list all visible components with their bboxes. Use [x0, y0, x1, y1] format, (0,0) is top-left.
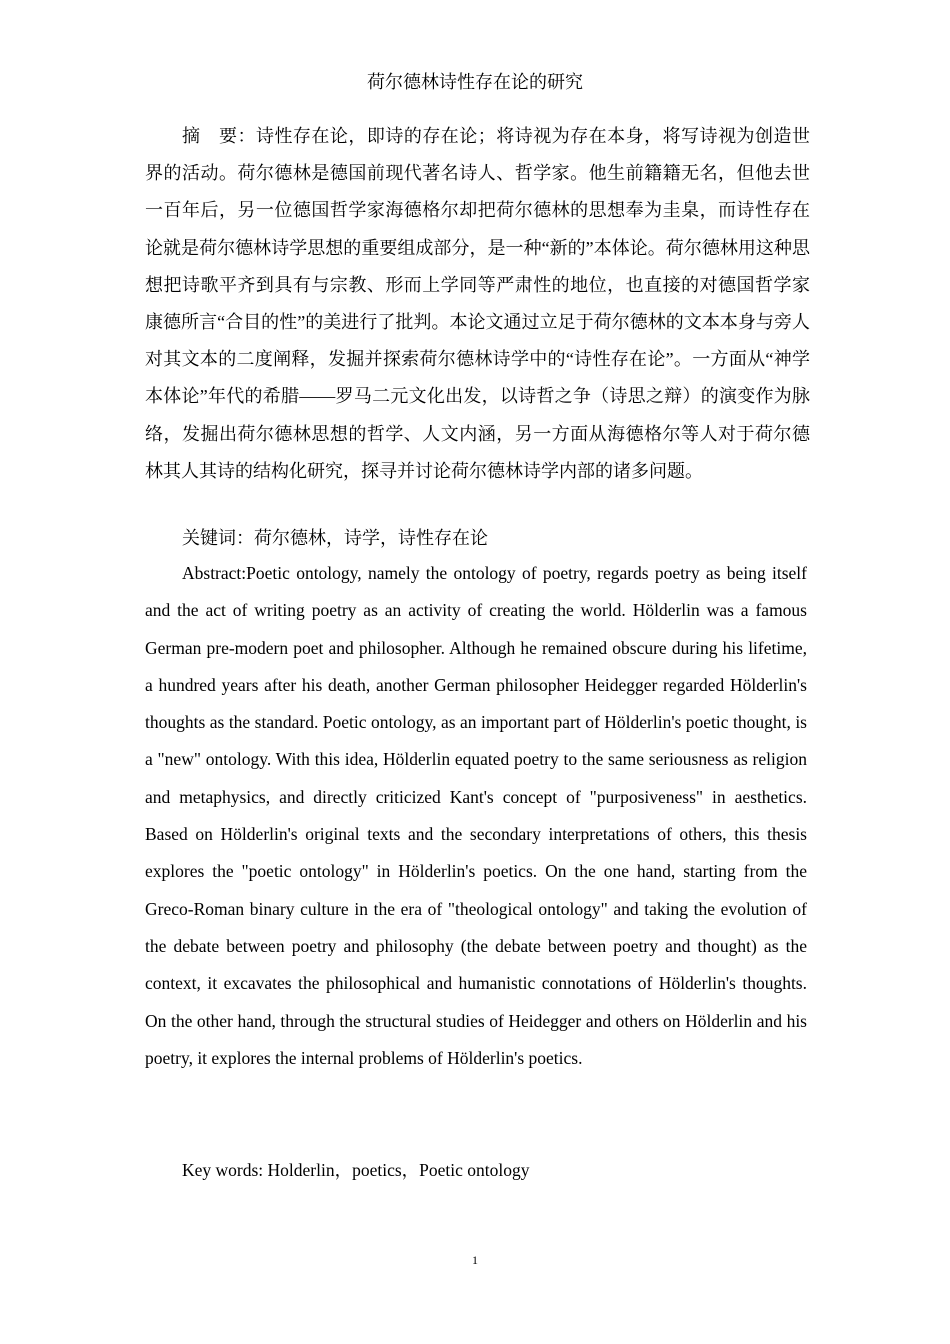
- english-abstract-paragraph: Abstract:Poetic ontology, namely the ontology of poetry, regards poetry as being itself and the act of writing poetry as an activity of creating the world. Hölderlin was a famous German pre-modern poet and philosopher. Although he remained obscure during his lifetime, a hundred years after his death, another German philosopher Heidegger regarded Hölderlin's thoughts as the standard. Poetic ontology, as an important part of Hölderlin's poetic thought, is a "new" ontology. With this idea, Hölderlin equated poetry to the same seriousness as religion and metaphysics, and directly criticized Kant's concept of "purposiveness" in aesthetics. Based on Hölderlin's original texts and the secondary interpretations of others, this thesis explores the "poetic ontology" in Hölderlin's poetics. On the one hand, starting from the Greco-Roman binary culture in the era of "theological ontology" and taking the evolution of the debate between poetry and philosophy (the debate between poetry and thought) as the context, it excavates the philosophical and humanistic connotations of Hölderlin's thoughts. On the other hand, through the structural studies of Heidegger and others on Hölderlin and his poetry, it explores the internal problems of Hölderlin's poetics.: [145, 563, 807, 1068]
- chinese-abstract-text: 诗性存在论，即诗的存在论；将诗视为存在本身，将写诗视为创造世界的活动。荷尔德林是德国前现代著名诗人、哲学家。他生前籍籍无名，但他去世一百年后，另一位德国哲学家海德格尔却把荷尔德林的思想奉为圭臬，而诗性存在论就是荷尔德林诗学思想的重要组成部分，是一种“新的”本体论。荷尔德林用这种思想把诗歌平齐到具有与宗教、形而上学同等严肃性的地位，也直接的对德国哲学家康德所言“合目的性”的美进行了批判。本论文通过立足于荷尔德林的文本本身与旁人对其文本的二度阐释，发掘并探索荷尔德林诗学中的“诗性存在论”。一方面从“神学本体论”年代的希腊——罗马二元文化出发，以诗哲之争（诗思之辩）的演变作为脉络，发掘出荷尔德林思想的哲学、人文内涵，另一方面从海德格尔等人对于荷尔德林其人其诗的结构化研究，探寻并讨论荷尔德林诗学内部的诸多问题。: [145, 126, 811, 481]
- english-abstract: [145, 555, 807, 1077]
- page-number: 1: [472, 1253, 478, 1267]
- chinese-abstract: [145, 118, 810, 490]
- chinese-abstract-label: 摘 要：: [182, 126, 256, 146]
- chinese-keywords-label: 关键词：: [182, 528, 254, 548]
- chinese-keywords-text: 荷尔德林，诗学，诗性存在论: [254, 528, 488, 548]
- chinese-keywords: [182, 524, 488, 552]
- page-title: 荷尔德林诗性存在论的研究: [367, 72, 583, 92]
- english-keywords: Key words: Holderlin，poetics，Poetic ontology: [182, 1160, 530, 1180]
- chinese-abstract-paragraph: [145, 118, 810, 490]
